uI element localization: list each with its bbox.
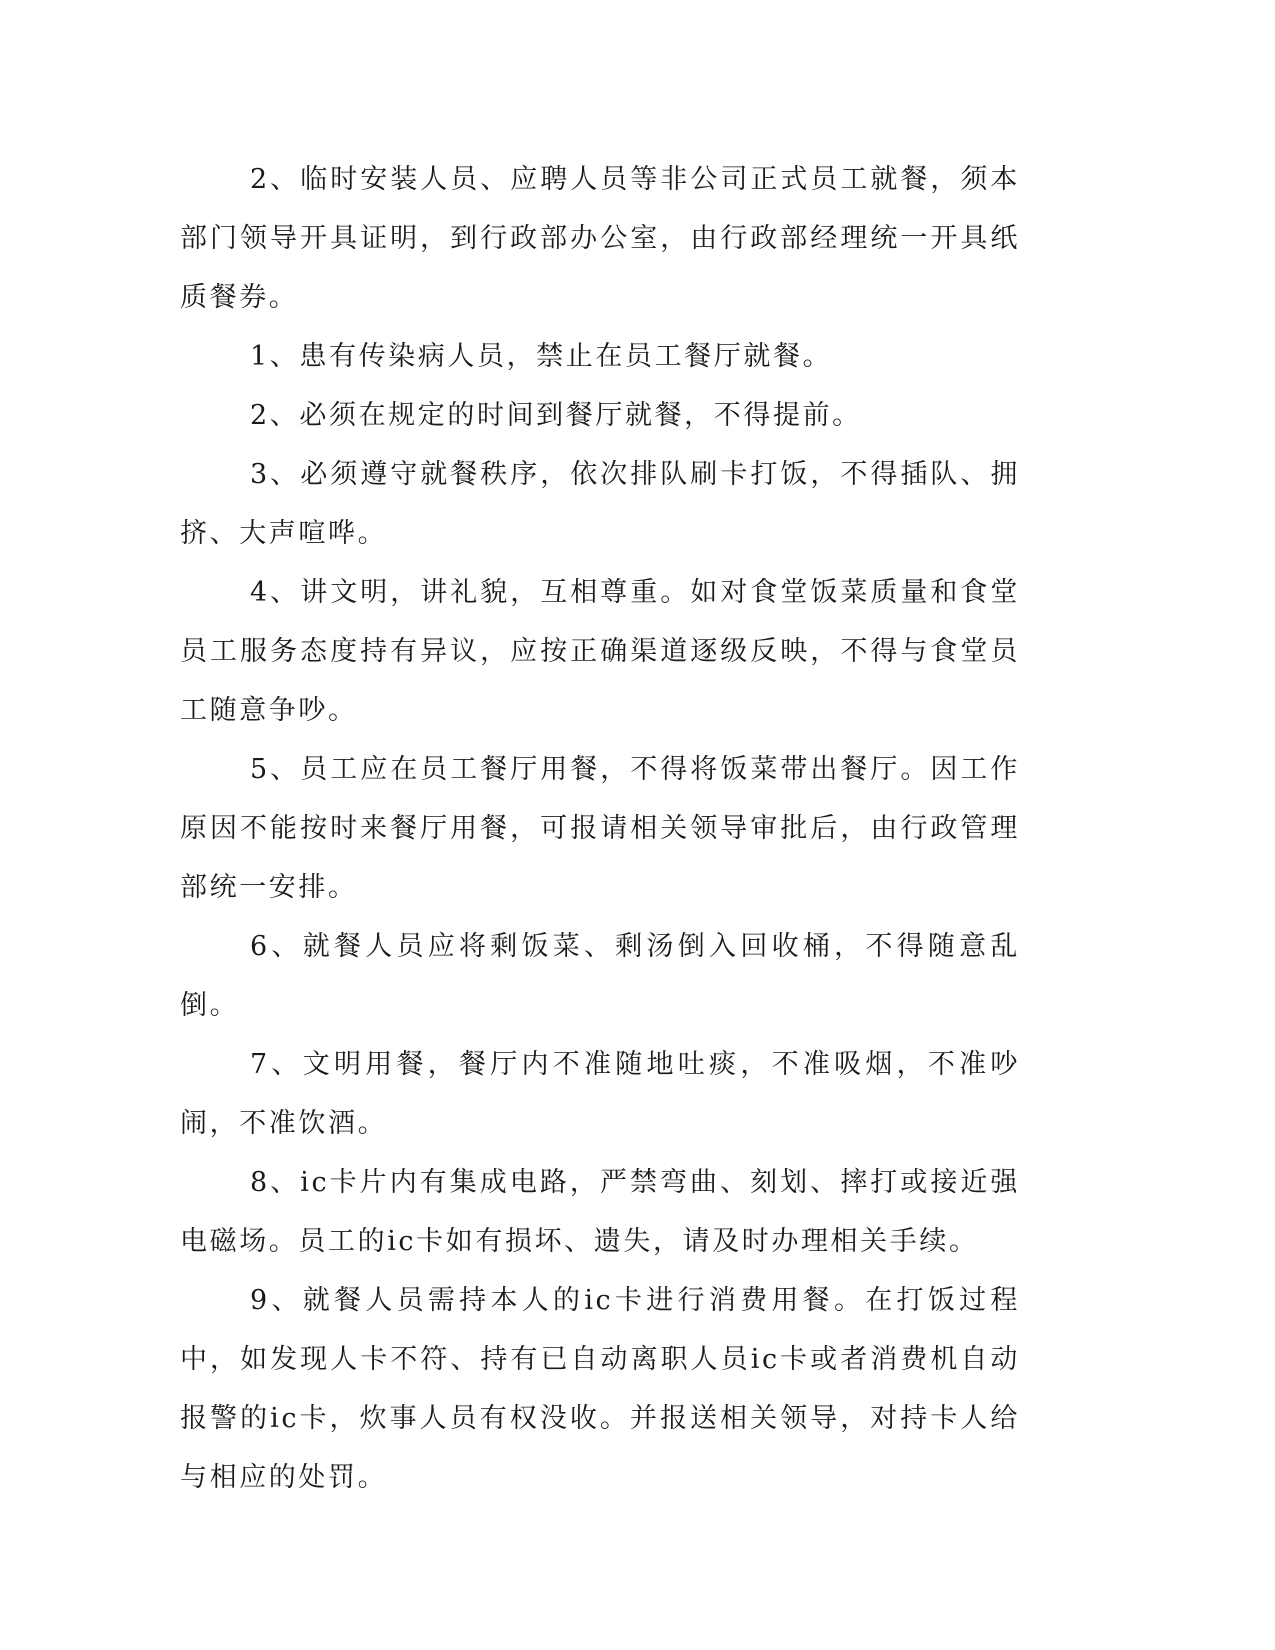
paragraph-rule-3: 3、必须遵守就餐秩序，依次排队刷卡打饭，不得插队、拥挤、大声喧哗。 <box>180 459 1020 549</box>
paragraph-rule-8: 8、ic卡片内有集成电路，严禁弯曲、刻划、摔打或接近强电磁场。员工的ic卡如有损坏、遗失，请及时办理相关手续。 <box>180 1167 1020 1257</box>
paragraph-rule-4: 4、讲文明，讲礼貌，互相尊重。如对食堂饭菜质量和食堂员工服务态度持有异议，应按正确渠道逐级反映，不得与食堂员工随意争吵。 <box>180 577 1020 726</box>
paragraph-rule-2: 2、必须在规定的时间到餐厅就餐，不得提前。 <box>250 400 862 431</box>
paragraph-rule-7: 7、文明用餐，餐厅内不准随地吐痰，不准吸烟，不准吵闹，不准饮酒。 <box>180 1049 1020 1139</box>
paragraph-temp-staff-meals: 2、临时安装人员、应聘人员等非公司正式员工就餐，须本部门领导开具证明，到行政部办公室，由行政部经理统一开具纸质餐券。 <box>180 164 1020 313</box>
paragraph-rule-1: 1、患有传染病人员，禁止在员工餐厅就餐。 <box>250 341 833 372</box>
document-body <box>180 150 1020 1507</box>
paragraph-rule-5: 5、员工应在员工餐厅用餐，不得将饭菜带出餐厅。因工作原因不能按时来餐厅用餐，可报请相关领导审批后，由行政管理部统一安排。 <box>180 754 1020 903</box>
paragraph-rule-6: 6、就餐人员应将剩饭菜、剩汤倒入回收桶，不得随意乱倒。 <box>180 931 1020 1021</box>
paragraph-rule-9: 9、就餐人员需持本人的ic卡进行消费用餐。在打饭过程中，如发现人卡不符、持有已自动离职人员ic卡或者消费机自动报警的ic卡，炊事人员有权没收。并报送相关领导，对持卡人给与相应的处罚。 <box>180 1285 1020 1493</box>
